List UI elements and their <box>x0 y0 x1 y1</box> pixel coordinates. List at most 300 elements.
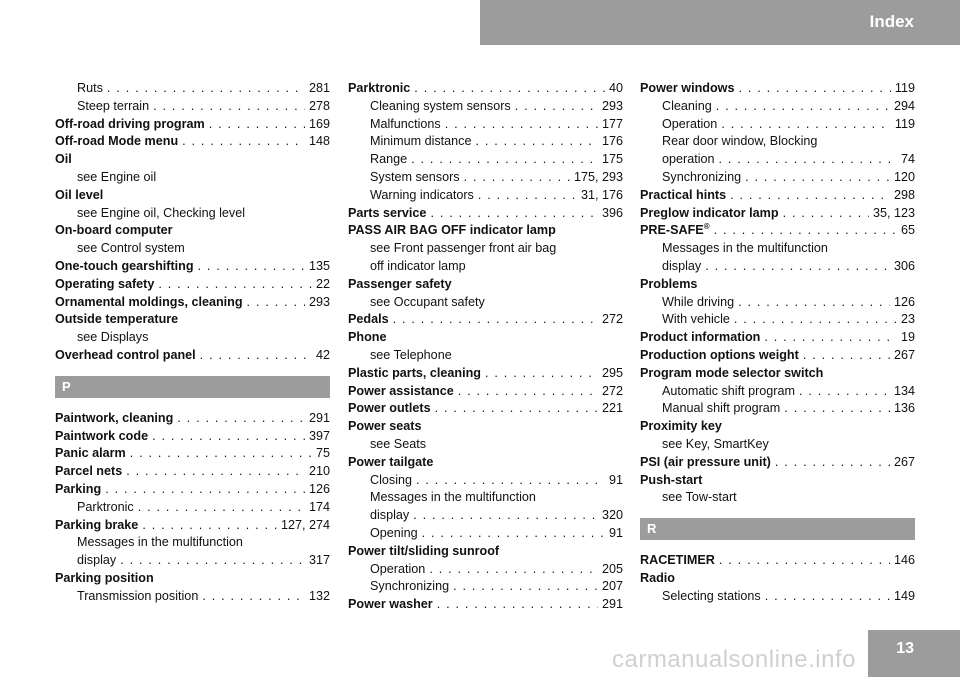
index-entry <box>55 276 330 294</box>
page-reference: 146 <box>893 553 915 568</box>
entry-term <box>55 445 126 463</box>
index-entry <box>55 445 330 463</box>
index-subentry <box>348 489 623 507</box>
dot-leader <box>745 169 890 187</box>
dot-leader <box>416 472 605 490</box>
page-reference: 272 <box>601 312 623 327</box>
entry-term-text: Automatic shift program <box>662 383 795 398</box>
entry-term <box>370 240 556 258</box>
dot-leader <box>247 294 305 312</box>
page-reference: 205 <box>601 561 623 576</box>
index-entry <box>348 311 623 329</box>
entry-term-text: Malfunctions <box>370 116 441 131</box>
entry-term <box>662 294 734 312</box>
entry-term <box>348 311 389 329</box>
index-column-2 <box>348 80 623 614</box>
entry-term <box>640 276 697 294</box>
entry-term-text: see Front passenger front air bag <box>370 241 557 256</box>
entry-term-text: Rear door window, Blocking <box>662 134 818 149</box>
entry-term <box>662 258 701 276</box>
index-entry <box>348 596 623 614</box>
index-subentry <box>348 294 623 312</box>
index-subentry <box>640 240 915 258</box>
dot-leader <box>719 552 890 570</box>
entry-term-text: One-touch gearshifting <box>55 258 194 273</box>
index-subentry <box>55 98 330 116</box>
entry-term-text: Power windows <box>640 81 735 95</box>
index-subentry <box>640 588 915 606</box>
entry-term-text: Product information <box>640 330 761 345</box>
entry-term <box>77 205 245 223</box>
index-subentry <box>348 347 623 365</box>
entry-term <box>640 570 675 588</box>
entry-term-text: PSI (air pressure unit) <box>640 454 771 469</box>
entry-term-text: Power assistance <box>348 383 454 398</box>
entry-term <box>640 187 726 205</box>
entry-term <box>55 311 178 329</box>
dot-leader <box>784 400 890 418</box>
index-entry <box>55 294 330 312</box>
index-entry <box>55 517 330 535</box>
dot-leader <box>730 187 890 205</box>
dot-leader <box>738 294 890 312</box>
index-entry <box>640 205 915 223</box>
page-reference: 134 <box>893 383 915 398</box>
dot-leader <box>478 187 577 205</box>
entry-term <box>370 507 409 525</box>
entry-term <box>662 400 780 418</box>
entry-term <box>640 347 799 365</box>
entry-term-text: Radio <box>640 570 675 585</box>
index-subentry <box>55 552 330 570</box>
page-reference: 127, 274 <box>280 517 330 532</box>
dot-leader <box>803 347 890 365</box>
dot-leader <box>411 151 598 169</box>
index-entry <box>55 570 330 588</box>
entry-term-text: see Displays <box>77 330 149 345</box>
entry-term <box>662 169 741 187</box>
index-subentry <box>348 98 623 116</box>
page-reference: 306 <box>893 258 915 273</box>
page-reference: 40 <box>608 81 623 95</box>
index-subentry <box>55 240 330 258</box>
page-reference: 267 <box>893 347 915 362</box>
entry-term <box>370 489 536 507</box>
index-subentry <box>348 133 623 151</box>
page-reference: 175, 293 <box>573 169 623 184</box>
watermark: carmanualsonline.info <box>612 646 856 673</box>
page-reference: 281 <box>308 81 330 95</box>
page-reference: 136 <box>893 401 915 416</box>
index-entry <box>55 463 330 481</box>
entry-term-text: Power tailgate <box>348 454 434 469</box>
index-subentry <box>640 98 915 116</box>
entry-term-text: Operation <box>662 116 718 131</box>
entry-term <box>55 187 103 205</box>
entry-term <box>370 347 452 365</box>
entry-term-text: display <box>662 258 702 273</box>
entry-term-text: Messages in the multifunction <box>77 535 243 550</box>
index-subentry <box>640 258 915 276</box>
index-column-1 <box>55 80 330 606</box>
entry-term-text: see Tow-start <box>662 490 737 505</box>
index-entry <box>348 80 623 98</box>
entry-term-text: On-board computer <box>55 223 173 238</box>
index-entry <box>640 570 915 588</box>
index-entry <box>640 472 915 490</box>
entry-term-text: Ruts <box>77 81 103 95</box>
index-subentry <box>640 169 915 187</box>
page-reference: 298 <box>893 187 915 202</box>
index-entry <box>640 365 915 383</box>
entry-term <box>77 534 243 552</box>
dot-leader <box>153 98 305 116</box>
dot-leader <box>414 80 605 98</box>
entry-term-text: PASS AIR BAG OFF indicator lamp <box>348 223 556 238</box>
index-entry <box>640 187 915 205</box>
entry-term <box>370 578 449 596</box>
entry-term-text: Power washer <box>348 597 433 612</box>
entry-term <box>370 98 511 116</box>
entry-term <box>348 543 499 561</box>
index-subentry <box>348 151 623 169</box>
entry-term <box>55 410 173 428</box>
page-reference: 19 <box>900 330 915 345</box>
index-entry <box>348 222 623 240</box>
entry-term-text: Off-road driving program <box>55 116 205 131</box>
index-subentry <box>348 187 623 205</box>
index-subentry <box>640 133 915 151</box>
entry-term <box>77 588 198 606</box>
dot-leader <box>182 133 305 151</box>
index-subentry <box>348 436 623 454</box>
entry-term <box>370 116 441 134</box>
index-entry <box>55 116 330 134</box>
dot-leader <box>430 205 598 223</box>
dot-leader <box>142 517 277 535</box>
index-subentry <box>640 383 915 401</box>
entry-term <box>640 472 702 490</box>
page-reference: 293 <box>308 294 330 309</box>
dot-leader <box>422 525 605 543</box>
index-subentry <box>640 400 915 418</box>
page-reference: 23 <box>900 312 915 327</box>
dot-leader <box>458 383 598 401</box>
dot-leader <box>177 410 305 428</box>
index-entry <box>640 329 915 347</box>
entry-term-text: Closing <box>370 472 412 487</box>
page-reference: 320 <box>601 508 623 523</box>
entry-term <box>370 525 418 543</box>
index-entry <box>55 258 330 276</box>
entry-term-text: Messages in the multifunction <box>662 241 828 256</box>
entry-term <box>662 383 795 401</box>
index-entry <box>348 276 623 294</box>
entry-term <box>662 240 828 258</box>
entry-term <box>370 436 426 454</box>
entry-term <box>662 151 715 169</box>
index-subentry <box>348 169 623 187</box>
index-entry <box>55 187 330 205</box>
dot-leader <box>515 98 598 116</box>
dot-leader <box>734 311 897 329</box>
dot-leader <box>764 329 897 347</box>
index-subentry <box>348 258 623 276</box>
entry-term-text: see Seats <box>370 436 427 451</box>
entry-term <box>640 222 710 240</box>
entry-term-text: System sensors <box>370 169 460 184</box>
index-entry <box>640 80 915 98</box>
entry-term <box>55 222 173 240</box>
page-reference: 397 <box>308 428 330 443</box>
entry-term-text: Panic alarm <box>55 446 126 461</box>
entry-term-text: display <box>77 553 117 568</box>
entry-term-text: Plastic parts, cleaning <box>348 365 481 380</box>
entry-term-text: Opening <box>370 525 418 540</box>
dot-leader <box>475 133 598 151</box>
entry-term-text: Overhead control panel <box>55 347 196 362</box>
entry-term-text: see Key, SmartKey <box>662 436 769 451</box>
entry-term <box>348 400 431 418</box>
page-reference: 396 <box>601 205 623 220</box>
entry-term <box>55 294 243 312</box>
dot-leader <box>152 428 305 446</box>
entry-term-text: RACETIMER <box>640 553 715 568</box>
entry-term <box>348 80 410 98</box>
index-subentry <box>348 116 623 134</box>
page-reference: 278 <box>308 98 330 113</box>
index-subentry <box>640 116 915 134</box>
entry-term-text: Outside temperature <box>55 312 179 327</box>
entry-term <box>55 347 196 365</box>
entry-term-text: Parktronic <box>348 81 411 95</box>
index-entry <box>55 222 330 240</box>
entry-term <box>77 80 103 98</box>
dot-leader <box>120 552 305 570</box>
index-subentry <box>348 525 623 543</box>
page-reference: 91 <box>608 472 623 487</box>
entry-term-text: Pedals <box>348 312 389 327</box>
entry-term <box>348 383 454 401</box>
entry-term-text: Parktronic <box>77 499 134 514</box>
page-reference: 294 <box>893 98 915 113</box>
dot-leader <box>126 463 305 481</box>
entry-term <box>348 365 481 383</box>
entry-term <box>55 116 205 134</box>
entry-term-text: Off-road Mode menu <box>55 134 179 149</box>
entry-term <box>348 276 452 294</box>
page-reference: 291 <box>308 410 330 425</box>
page-reference: 176 <box>601 134 623 149</box>
page-number-box <box>868 630 960 677</box>
page-reference: 42 <box>315 347 330 362</box>
page-reference: 35, 123 <box>872 205 915 220</box>
index-subentry <box>640 151 915 169</box>
entry-term <box>55 276 154 294</box>
entry-term <box>348 418 422 436</box>
entry-term-text: display <box>370 508 410 523</box>
page-reference: 149 <box>893 588 915 603</box>
dot-leader <box>435 400 598 418</box>
dot-leader <box>716 98 890 116</box>
page-reference: 295 <box>601 365 623 380</box>
entry-term <box>640 454 771 472</box>
entry-term-text: Proximity key <box>640 419 722 434</box>
entry-term-text: see Control system <box>77 241 185 256</box>
entry-term <box>370 187 474 205</box>
index-entry <box>348 205 623 223</box>
entry-term-text: Parts service <box>348 205 427 220</box>
entry-term-text: Parcel nets <box>55 464 123 479</box>
dot-leader <box>783 205 869 223</box>
entry-term <box>370 133 471 151</box>
entry-term-text: Synchronizing <box>370 579 450 594</box>
index-entry <box>348 418 623 436</box>
entry-term-text: Practical hints <box>640 187 727 202</box>
index-entry <box>55 410 330 428</box>
entry-term <box>55 133 178 151</box>
index-subentry <box>55 499 330 517</box>
entry-term <box>77 98 149 116</box>
index-entry <box>55 481 330 499</box>
page-reference: 126 <box>308 481 330 496</box>
entry-term-text: Warning indicators <box>370 187 474 202</box>
page-reference: 31, 176 <box>580 187 623 202</box>
entry-term <box>370 169 460 187</box>
index-entry <box>640 418 915 436</box>
page-reference: 293 <box>601 98 623 113</box>
entry-term-text: Power tilt/sliding sunroof <box>348 543 500 558</box>
entry-term <box>662 133 817 151</box>
entry-term-text: Program mode selector switch <box>640 365 824 380</box>
entry-term-text: Preglow indicator lamp <box>640 205 779 220</box>
entry-term-text: Phone <box>348 330 387 345</box>
index-entry <box>348 329 623 347</box>
dot-leader <box>158 276 312 294</box>
dot-leader <box>464 169 570 187</box>
entry-term-text: Selecting stations <box>662 588 761 603</box>
index-entry <box>348 454 623 472</box>
entry-term-text: Production options weight <box>640 347 799 362</box>
dot-leader <box>105 481 305 499</box>
index-subentry <box>55 329 330 347</box>
section-header: P <box>55 376 330 398</box>
entry-term-text: Power seats <box>348 419 422 434</box>
index-entry <box>55 428 330 446</box>
dot-leader <box>765 588 890 606</box>
index-entry <box>348 383 623 401</box>
index-subentry <box>55 534 330 552</box>
entry-term <box>55 428 148 446</box>
entry-term-text: Ornamental moldings, cleaning <box>55 294 243 309</box>
dot-leader <box>738 80 890 98</box>
page-reference: 65 <box>900 223 915 238</box>
entry-term-text: see Engine oil, Checking level <box>77 205 246 220</box>
page-reference: 126 <box>893 294 915 309</box>
entry-term-text: Synchronizing <box>662 169 742 184</box>
entry-term <box>662 311 730 329</box>
entry-term-text: Cleaning system sensors <box>370 98 511 113</box>
dot-leader <box>429 561 598 579</box>
index-subentry <box>55 80 330 98</box>
page-reference: 267 <box>893 454 915 469</box>
page-reference: 132 <box>308 588 330 603</box>
entry-term <box>662 489 737 507</box>
entry-term-text: Paintwork, cleaning <box>55 410 174 425</box>
page-reference: 91 <box>608 525 623 540</box>
dot-leader <box>202 588 305 606</box>
page-reference: 291 <box>601 597 623 612</box>
page-reference: 22 <box>315 276 330 291</box>
dot-leader <box>209 116 305 134</box>
entry-term <box>55 151 72 169</box>
entry-term <box>640 329 760 347</box>
entry-term <box>370 294 485 312</box>
dot-leader <box>437 596 598 614</box>
entry-term <box>640 365 823 383</box>
entry-term-text: Parking position <box>55 570 154 585</box>
dot-leader <box>413 507 598 525</box>
page-reference: 120 <box>893 169 915 184</box>
page-reference: 174 <box>308 499 330 514</box>
dot-leader <box>799 383 890 401</box>
entry-term <box>370 472 412 490</box>
page-reference: 74 <box>900 152 915 167</box>
entry-term-text: operation <box>662 152 715 167</box>
entry-term-text: see Telephone <box>370 347 452 362</box>
index-subentry <box>640 311 915 329</box>
entry-term-text: Transmission position <box>77 588 199 603</box>
header-bar <box>480 0 960 45</box>
page-reference: 119 <box>894 81 915 95</box>
dot-leader <box>130 445 312 463</box>
entry-term-text: Messages in the multifunction <box>370 490 536 505</box>
entry-term-text: Range <box>370 152 408 167</box>
dot-leader <box>107 80 305 98</box>
entry-term <box>55 463 122 481</box>
index-entry <box>640 222 915 240</box>
page-reference: 169 <box>308 116 330 131</box>
dot-leader <box>485 365 598 383</box>
entry-term <box>348 329 386 347</box>
page-reference: 75 <box>315 446 330 461</box>
entry-term-text: While driving <box>662 294 735 309</box>
entry-term-text: Paintwork code <box>55 428 149 443</box>
entry-term-text: Power outlets <box>348 401 431 416</box>
index-entry <box>640 347 915 365</box>
entry-term <box>662 116 717 134</box>
entry-term <box>662 436 769 454</box>
page-number: 13 <box>896 640 914 657</box>
index-entry <box>640 454 915 472</box>
index-column-3 <box>640 80 915 606</box>
entry-term <box>370 561 425 579</box>
entry-term-text: Problems <box>640 276 698 291</box>
entry-term-text: Manual shift program <box>662 401 781 416</box>
entry-term <box>77 329 148 347</box>
index-subentry <box>55 169 330 187</box>
dot-leader <box>200 347 312 365</box>
dot-leader <box>393 311 598 329</box>
section-header: R <box>640 518 915 540</box>
entry-term <box>77 169 156 187</box>
dot-leader <box>719 151 897 169</box>
entry-term <box>55 570 154 588</box>
entry-term <box>55 517 138 535</box>
entry-term <box>348 205 426 223</box>
index-subentry <box>55 588 330 606</box>
entry-term-text: Oil level <box>55 187 104 202</box>
